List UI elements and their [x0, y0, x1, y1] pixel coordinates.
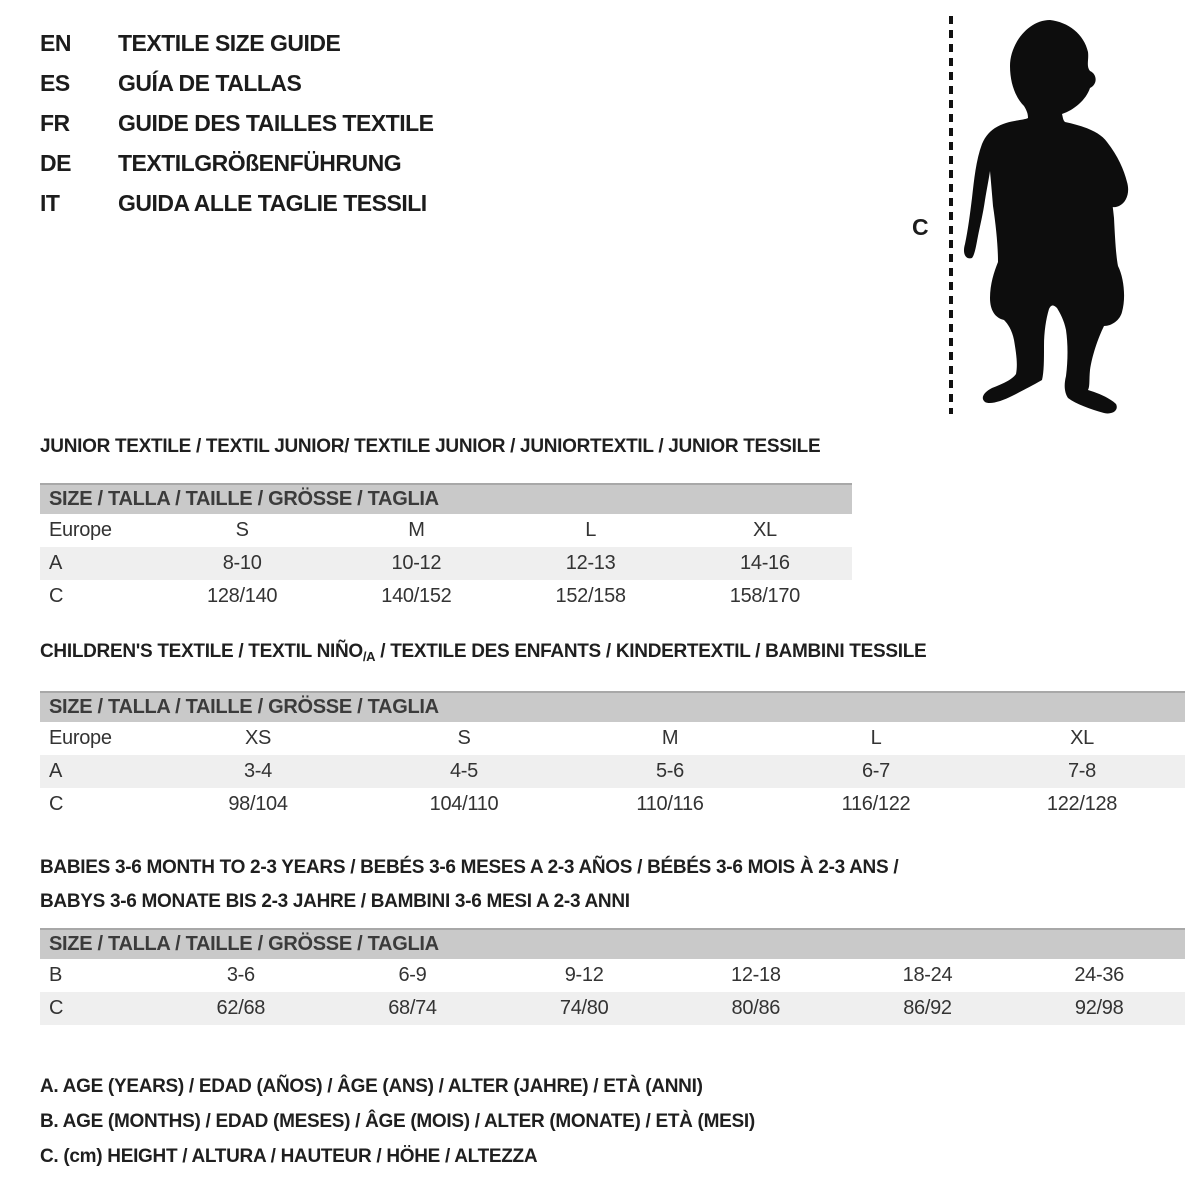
- table-row: [40, 992, 1185, 1025]
- value-cell: 7-8: [1067, 760, 1096, 782]
- table-row: [40, 722, 1185, 755]
- children-section-title: [40, 641, 926, 664]
- legend-line-a: A. AGE (YEARS) / EDAD (AÑOS) / ÂGE (ANS) / ALTER (JAHRE) / ETÀ (ANNI): [40, 1076, 703, 1097]
- row-label: B: [49, 964, 63, 986]
- table-row: [40, 547, 852, 580]
- babies-size-table: [40, 928, 1185, 1025]
- value-cell: 68/74: [388, 997, 437, 1019]
- value-cell: 110/116: [636, 793, 704, 815]
- value-cell: 80/86: [731, 997, 781, 1019]
- row-label: C: [49, 585, 64, 607]
- value-cell: 92/98: [1074, 997, 1124, 1019]
- babies-table-header: SIZE / TALLA / TAILLE / GRÖSSE / TAGLIA: [40, 928, 1185, 959]
- value-cell: 74/80: [559, 997, 609, 1019]
- lang-row-en: [40, 30, 434, 57]
- value-cell: 14-16: [740, 552, 790, 574]
- table-row: [40, 959, 1185, 992]
- babies-title-line2: BABYS 3-6 MONATE BIS 2-3 JAHRE / BAMBINI 3-6 MESI A 2-3 ANNI: [40, 891, 630, 912]
- table-row: [40, 580, 852, 613]
- value-cell: 4-5: [449, 760, 478, 782]
- value-cell: 12-18: [731, 964, 781, 986]
- junior-table-header: SIZE / TALLA / TAILLE / GRÖSSE / TAGLIA: [40, 483, 852, 514]
- size-cell: S: [235, 519, 249, 541]
- lang-title-de: TEXTILGRÖßENFÜHRUNG: [118, 150, 402, 176]
- value-cell: 6-9: [398, 964, 427, 986]
- value-cell: 104/110: [429, 793, 499, 815]
- lang-row-de: [40, 150, 434, 177]
- table-row: [40, 755, 1185, 788]
- value-cell: 152/158: [555, 585, 626, 607]
- lang-code-es: ES: [40, 70, 70, 96]
- lang-title-fr: GUIDE DES TAILLES TEXTILE: [118, 110, 434, 136]
- children-title-sub: /A: [362, 649, 376, 664]
- babies-title-line1: BABIES 3-6 MONTH TO 2-3 YEARS / BEBÉS 3-6 MESES A 2-3 AÑOS / BÉBÉS 3-6 MOIS À 2-3 ANS /: [40, 857, 899, 878]
- value-cell: 128/140: [207, 585, 278, 607]
- height-measure-label: C: [912, 214, 929, 240]
- size-cell: S: [457, 727, 471, 749]
- lang-row-es: [40, 70, 434, 97]
- row-label: C: [49, 997, 64, 1019]
- children-title-before: CHILDREN'S TEXTILE / TEXTIL NIÑO: [40, 641, 363, 662]
- legend-line-c: C. (cm) HEIGHT / ALTURA / HAUTEUR / HÖHE / ALTEZZA: [40, 1146, 538, 1167]
- value-cell: 8-10: [222, 552, 262, 574]
- lang-title-it: GUIDA ALLE TAGLIE TESSILI: [118, 190, 427, 216]
- table-row: [40, 514, 852, 547]
- row-label: A: [49, 552, 63, 574]
- value-cell: 122/128: [1046, 793, 1118, 815]
- value-cell: 86/92: [903, 997, 952, 1019]
- value-cell: 5-6: [655, 760, 684, 782]
- size-cell: L: [870, 727, 882, 749]
- lang-code-fr: FR: [40, 110, 70, 136]
- value-cell: 62/68: [216, 997, 266, 1019]
- junior-size-table: [40, 483, 852, 613]
- lang-code-it: IT: [40, 190, 60, 216]
- row-label: A: [49, 760, 63, 782]
- value-cell: 98/104: [228, 793, 288, 815]
- row-label: C: [49, 793, 64, 815]
- size-cell: M: [661, 727, 679, 749]
- value-cell: 6-7: [861, 760, 890, 782]
- children-title-after: / TEXTILE DES ENFANTS / KINDERTEXTIL / BAMBINI TESSILE: [375, 641, 927, 662]
- value-cell: 140/152: [381, 585, 452, 607]
- value-cell: 9-12: [564, 964, 604, 986]
- children-table-header: SIZE / TALLA / TAILLE / GRÖSSE / TAGLIA: [40, 691, 1185, 722]
- legend-line-b: B. AGE (MONTHS) / EDAD (MESES) / ÂGE (MOIS) / ALTER (MONATE) / ETÀ (MESI): [40, 1111, 755, 1132]
- size-cell: XL: [1070, 727, 1094, 749]
- value-cell: 116/122: [841, 793, 911, 815]
- lang-code-en: EN: [40, 30, 71, 56]
- value-cell: 158/170: [729, 585, 800, 607]
- measurement-legend: [40, 1076, 755, 1168]
- junior-section-title: JUNIOR TEXTILE / TEXTIL JUNIOR/ TEXTILE JUNIOR / JUNIORTEXTIL / JUNIOR TESSILE: [40, 436, 821, 457]
- value-cell: 12-13: [565, 552, 616, 574]
- table-row: [40, 788, 1185, 821]
- row-label: Europe: [49, 727, 112, 749]
- toddler-silhouette-icon: [940, 8, 1140, 420]
- size-cell: XL: [752, 519, 777, 541]
- lang-code-de: DE: [40, 150, 71, 176]
- value-cell: 10-12: [391, 552, 442, 574]
- lang-title-en: TEXTILE SIZE GUIDE: [118, 30, 341, 56]
- size-cell: M: [408, 519, 425, 541]
- lang-row-it: [40, 190, 434, 217]
- language-title-block: [40, 30, 434, 217]
- lang-row-fr: [40, 110, 434, 137]
- babies-section-title: [40, 851, 898, 919]
- row-label: Europe: [49, 519, 112, 541]
- lang-title-es: GUÍA DE TALLAS: [118, 70, 302, 96]
- value-cell: 18-24: [902, 964, 953, 986]
- size-cell: L: [585, 519, 597, 541]
- value-cell: 3-4: [243, 760, 272, 782]
- value-cell: 24-36: [1074, 964, 1124, 986]
- children-size-table: [40, 691, 1185, 821]
- toddler-silhouette-shape: [964, 20, 1128, 413]
- size-cell: XS: [244, 727, 272, 749]
- value-cell: 3-6: [226, 964, 255, 986]
